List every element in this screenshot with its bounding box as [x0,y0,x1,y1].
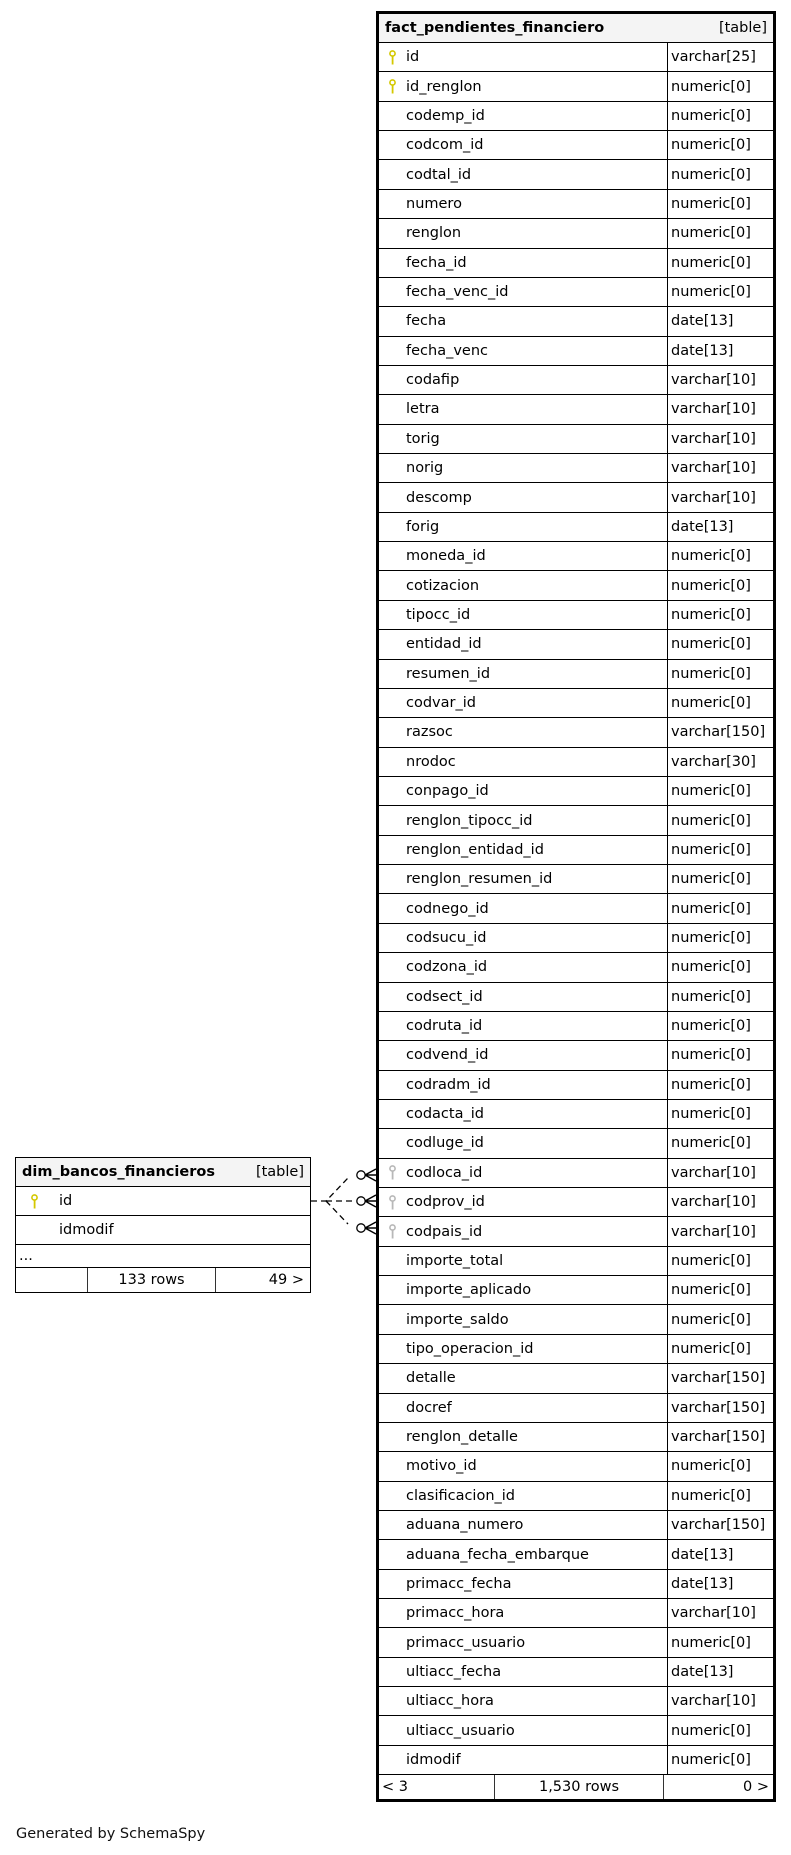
column-type: varchar[10] [667,1599,773,1627]
column-cell [379,366,667,394]
column-cell [379,1599,667,1627]
column-type: date[13] [667,1570,773,1598]
column-cell [379,806,667,834]
column-row[interactable] [379,102,773,131]
primary-key-icon [379,79,406,94]
column-cell [379,630,667,658]
column-cell [379,1394,667,1422]
column-type: date[13] [667,513,773,541]
column-type: varchar[10] [667,395,773,423]
column-name: forig [406,518,440,535]
column-type: numeric[0] [667,131,773,159]
column-row[interactable] [379,953,773,982]
column-cell [379,983,667,1011]
column-name: conpago_id [406,783,489,800]
column-row[interactable] [379,483,773,512]
column-row[interactable] [379,1188,773,1217]
column-type: varchar[150] [667,1364,773,1392]
column-name: codpais_id [406,1223,483,1240]
table-kind: [table] [718,20,767,36]
column-type: numeric[0] [667,1746,773,1774]
column-cell [16,1187,310,1215]
column-type: numeric[0] [667,836,773,864]
column-type: numeric[0] [667,1335,773,1363]
column-name: idmodif [59,1222,114,1238]
column-type: numeric[0] [667,1305,773,1333]
column-cell [379,1482,667,1510]
column-row[interactable] [379,1364,773,1393]
column-cell [379,1129,667,1157]
column-name: norig [406,460,444,477]
column-name: primacc_usuario [406,1634,526,1651]
crowfoot-icon [365,1195,376,1207]
column-row[interactable] [379,1071,773,1100]
crowfoot-icon [365,1169,376,1181]
column-type: varchar[10] [667,454,773,482]
column-row[interactable] [379,1041,773,1070]
column-name: moneda_id [406,548,486,565]
primary-key-icon [16,1194,52,1209]
column-cell [379,748,667,776]
column-name: codzona_id [406,959,488,976]
column-cell [379,894,667,922]
column-name: id_renglon [406,78,482,95]
column-row[interactable] [379,425,773,454]
column-cell [379,689,667,717]
column-cell [379,1628,667,1656]
column-cell [379,1071,667,1099]
column-row[interactable] [379,1276,773,1305]
column-cell [379,1658,667,1686]
column-type: varchar[150] [667,1423,773,1451]
column-row[interactable] [379,1159,773,1188]
column-type: numeric[0] [667,777,773,805]
column-cell [379,1276,667,1304]
column-cell [379,307,667,335]
table-dim-bancos-financieros[interactable] [15,1157,311,1293]
column-name: renglon_entidad_id [406,841,544,858]
column-type: numeric[0] [667,953,773,981]
row-count: 133 rows [88,1268,216,1292]
column-name: aduana_fecha_embarque [406,1546,589,1563]
column-name: codemp_id [406,107,485,124]
column-cell [379,924,667,952]
column-name: fecha [406,313,447,330]
column-row[interactable] [379,454,773,483]
column-name: renglon [406,225,462,242]
column-type: numeric[0] [667,630,773,658]
column-name: importe_aplicado [406,1282,532,1299]
generated-by-credit: Generated by SchemaSpy [16,1826,206,1842]
column-row[interactable] [379,777,773,806]
column-cell [379,1335,667,1363]
column-type: varchar[30] [667,748,773,776]
column-type: numeric[0] [667,1129,773,1157]
column-name: codnego_id [406,900,489,917]
table-footer [16,1268,310,1292]
column-name: importe_total [406,1252,504,1269]
column-list [16,1187,310,1245]
column-row[interactable] [379,1746,773,1775]
column-row[interactable] [379,894,773,923]
column-row[interactable] [379,718,773,747]
column-row[interactable] [379,307,773,336]
column-row[interactable] [379,1129,773,1158]
column-type: varchar[10] [667,483,773,511]
column-name: renglon_tipocc_id [406,812,533,829]
column-cell [379,1012,667,1040]
column-cell [16,1216,310,1244]
column-cell [379,454,667,482]
table-kind: [table] [255,1164,304,1180]
column-cell [379,249,667,277]
parents-count [16,1268,88,1292]
column-type: numeric[0] [667,1247,773,1275]
column-row[interactable] [16,1216,310,1245]
column-type: numeric[0] [667,1012,773,1040]
column-cell [379,102,667,130]
column-type: numeric[0] [667,72,773,100]
column-row[interactable] [379,1511,773,1540]
column-row[interactable] [379,160,773,189]
column-cell [379,425,667,453]
column-type: numeric[0] [667,190,773,218]
column-name: fecha_id [406,254,467,271]
column-name: primacc_fecha [406,1575,512,1592]
column-cell [379,1247,667,1275]
column-cell [379,1217,667,1245]
zero-marker-icon [357,1197,365,1205]
column-cell [379,1746,667,1774]
column-type: date[13] [667,1658,773,1686]
column-name: codradm_id [406,1076,491,1093]
column-name: codluge_id [406,1135,484,1152]
column-name: motivo_id [406,1458,477,1475]
column-row[interactable] [379,1100,773,1129]
column-type: date[13] [667,1540,773,1568]
column-name: codtal_id [406,166,472,183]
column-name: numero [406,195,462,212]
column-type: varchar[10] [667,366,773,394]
column-type: numeric[0] [667,660,773,688]
column-cell [379,219,667,247]
column-name: codafip [406,372,460,389]
column-row[interactable] [379,601,773,630]
column-type: numeric[0] [667,1071,773,1099]
column-type: varchar[10] [667,1188,773,1216]
column-cell [379,1041,667,1069]
column-type: numeric[0] [667,249,773,277]
column-cell [379,395,667,423]
column-name: tipocc_id [406,607,471,623]
column-row[interactable] [379,43,773,72]
column-cell [379,43,667,71]
column-type: date[13] [667,307,773,335]
column-row[interactable] [379,1482,773,1511]
column-row[interactable] [379,1540,773,1569]
column-name: ultiacc_hora [406,1693,494,1710]
column-name: nrodoc [406,753,456,770]
column-type: numeric[0] [667,1482,773,1510]
column-type: numeric[0] [667,102,773,130]
relationship-line-codpais [326,1201,348,1224]
table-name[interactable]: fact_pendientes_financiero [385,20,605,36]
column-type: numeric[0] [667,571,773,599]
column-cell [379,1540,667,1568]
column-cell [379,278,667,306]
column-name: cotizacion [406,577,480,594]
column-name: idmodif [406,1752,461,1769]
column-cell [379,483,667,511]
column-name: resumen_id [406,665,491,682]
column-cell [379,836,667,864]
column-type: date[13] [667,337,773,365]
column-type: numeric[0] [667,1100,773,1128]
column-name: detalle [406,1370,456,1387]
column-row[interactable] [379,571,773,600]
column-cell [379,72,667,100]
column-name: ultiacc_fecha [406,1663,502,1680]
column-cell [379,190,667,218]
column-name: importe_saldo [406,1311,509,1328]
row-count: 1,530 rows [495,1775,664,1799]
zero-marker-icon [357,1224,365,1232]
column-list [379,43,773,1775]
column-cell [379,1364,667,1392]
column-cell [379,1452,667,1480]
column-cell [379,1305,667,1333]
column-name: renglon_resumen_id [406,871,553,888]
column-row[interactable] [379,983,773,1012]
column-name: tipo_operacion_id [406,1340,534,1357]
column-name: docref [406,1399,452,1416]
column-name: letra [406,401,440,418]
table-fact-pendientes-financiero[interactable] [376,11,776,1802]
column-type: numeric[0] [667,806,773,834]
column-cell [379,1188,667,1216]
column-type: numeric[0] [667,278,773,306]
column-row[interactable] [379,748,773,777]
column-row[interactable] [379,1452,773,1481]
children-count[interactable]: 0 > [743,1779,769,1796]
column-name: id [406,49,420,66]
column-type: varchar[150] [667,1394,773,1422]
column-type: numeric[0] [667,689,773,717]
column-cell [379,953,667,981]
column-row[interactable] [379,1658,773,1687]
column-row[interactable] [379,1305,773,1334]
column-cell [379,718,667,746]
column-type: varchar[25] [667,43,773,71]
column-type: numeric[0] [667,219,773,247]
column-cell [379,1159,667,1187]
column-type: varchar[10] [667,1159,773,1187]
column-cell [379,513,667,541]
column-cell [379,571,667,599]
column-row[interactable] [379,131,773,160]
column-cell [379,1716,667,1744]
column-cell [379,660,667,688]
column-row[interactable] [379,513,773,542]
column-row[interactable] [379,1628,773,1657]
column-name: id [59,1193,73,1209]
column-name: codsect_id [406,988,483,1005]
column-type: numeric[0] [667,1041,773,1069]
column-row[interactable] [379,1217,773,1246]
column-type: numeric[0] [667,160,773,188]
column-row[interactable] [379,190,773,219]
zero-marker-icon [357,1171,365,1179]
column-row[interactable] [379,542,773,571]
column-row[interactable] [379,395,773,424]
column-type: numeric[0] [667,983,773,1011]
table-footer [379,1775,773,1799]
column-name: descomp [406,489,472,506]
column-row[interactable] [379,1012,773,1041]
column-name: codacta_id [406,1106,484,1123]
column-name: torig [406,430,440,447]
table-name[interactable]: dim_bancos_financieros [22,1164,215,1180]
column-name: fecha_venc_id [406,284,509,301]
column-name: codsucu_id [406,929,487,946]
parents-count[interactable]: < 3 [379,1775,495,1799]
column-row[interactable] [379,660,773,689]
column-row[interactable] [16,1187,310,1216]
column-name: fecha_venc [406,342,488,359]
column-name: primacc_hora [406,1605,505,1622]
column-row[interactable] [379,1570,773,1599]
column-cell [379,1100,667,1128]
relationship-line-codloca [311,1178,348,1201]
column-row[interactable] [379,689,773,718]
column-name: codvend_id [406,1047,489,1064]
column-row[interactable] [379,865,773,894]
column-name: aduana_numero [406,1517,524,1534]
relationship-connectors [300,1150,390,1250]
column-type: numeric[0] [667,1628,773,1656]
column-row[interactable] [379,219,773,248]
column-cell [379,1423,667,1451]
column-row[interactable] [379,836,773,865]
column-cell [379,777,667,805]
column-type: numeric[0] [667,924,773,952]
column-row[interactable] [379,366,773,395]
column-type: varchar[10] [667,1217,773,1245]
table-header[interactable] [379,14,773,43]
column-type: varchar[150] [667,718,773,746]
column-type: numeric[0] [667,542,773,570]
column-row[interactable] [379,249,773,278]
column-name: renglon_detalle [406,1429,518,1446]
column-cell [379,1570,667,1598]
primary-key-icon [379,50,406,65]
column-name: codloca_id [406,1164,483,1181]
column-name: codcom_id [406,137,484,154]
column-row[interactable] [379,630,773,659]
column-row[interactable] [379,1423,773,1452]
column-row[interactable] [379,72,773,101]
column-row[interactable] [379,1599,773,1628]
children-count[interactable]: 49 > [268,1272,304,1288]
column-cell [379,337,667,365]
column-type: numeric[0] [667,894,773,922]
column-name: entidad_id [406,636,482,653]
column-cell [379,865,667,893]
column-name: ultiacc_usuario [406,1722,515,1739]
column-type: numeric[0] [667,601,773,629]
column-type: numeric[0] [667,865,773,893]
column-cell [379,160,667,188]
column-cell [379,1687,667,1715]
column-type: numeric[0] [667,1452,773,1480]
more-columns-ellipsis: ... [16,1245,310,1268]
column-name: clasificacion_id [406,1487,516,1504]
column-name: codruta_id [406,1018,483,1035]
column-row[interactable] [379,337,773,366]
column-row[interactable] [379,278,773,307]
column-cell [379,1511,667,1539]
column-cell [379,131,667,159]
column-type: varchar[10] [667,425,773,453]
column-type: numeric[0] [667,1716,773,1744]
column-row[interactable] [379,1394,773,1423]
column-name: razsoc [406,724,453,741]
column-row[interactable] [379,924,773,953]
column-row[interactable] [379,1716,773,1745]
column-type: varchar[10] [667,1687,773,1715]
column-cell [379,542,667,570]
column-row[interactable] [379,1687,773,1716]
column-type: varchar[150] [667,1511,773,1539]
column-row[interactable] [379,1335,773,1364]
column-name: codprov_id [406,1194,485,1211]
column-cell [379,601,667,629]
column-row[interactable] [379,1247,773,1276]
column-name: codvar_id [406,695,476,712]
column-type: numeric[0] [667,1276,773,1304]
table-header[interactable] [16,1158,310,1187]
crowfoot-icon [365,1222,376,1234]
column-row[interactable] [379,806,773,835]
